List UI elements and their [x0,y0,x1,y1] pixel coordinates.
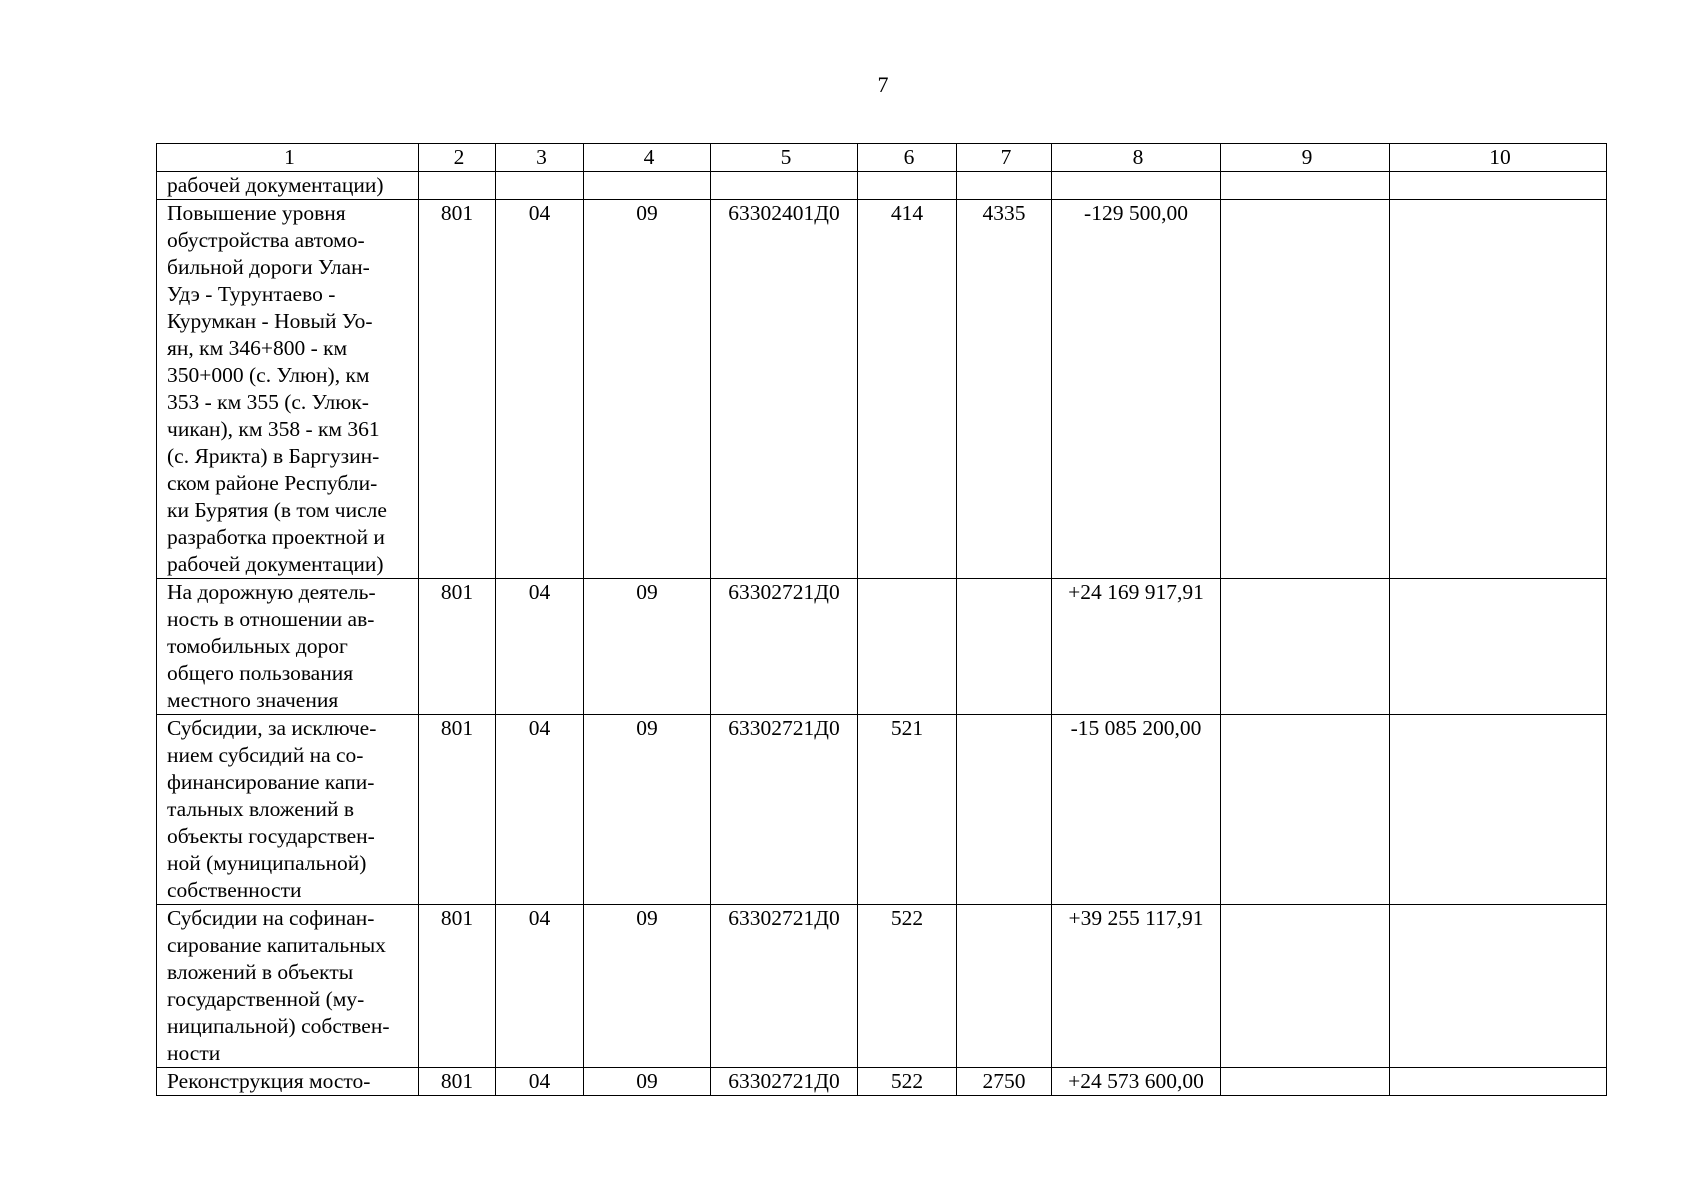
column-number-9: 9 [1221,144,1390,172]
column-number-5: 5 [711,144,858,172]
cell-amount: +24 169 917,91 [1052,579,1221,715]
cell-object-code: 4335 [957,200,1052,579]
row-description: На дорожную деятель- ность в отношении ав- томобильных дорог общего пользования местного значения [157,579,419,715]
cell-object-code [957,579,1052,715]
table-row [157,905,1607,1068]
cell-section: 04 [496,200,584,579]
table-row [157,1068,1607,1096]
cell-expense-type: 522 [858,1068,957,1096]
page-number: 7 [877,72,889,97]
cell-expense-type [858,579,957,715]
row-description: Субсидии на софинан- сирование капитальных вложений в объекты государственной (му- ниципальной) собствен- ности [157,905,419,1068]
column-number-10: 10 [1390,144,1607,172]
cell-object-code [957,715,1052,905]
cell-section: 04 [496,1068,584,1096]
cell-col-10 [1390,715,1607,905]
cell-col-9 [1221,172,1390,200]
cell-ministry-code: 801 [419,1068,496,1096]
cell-ministry-code: 801 [419,579,496,715]
cell-amount: +24 573 600,00 [1052,1068,1221,1096]
cell-target-article [711,172,858,200]
column-number-7: 7 [957,144,1052,172]
cell-target-article: 63302721Д0 [711,715,858,905]
cell-expense-type: 521 [858,715,957,905]
cell-subsection: 09 [584,579,711,715]
cell-col-9 [1221,715,1390,905]
table-row [157,172,1607,200]
cell-target-article: 63302721Д0 [711,579,858,715]
row-description: Повышение уровня обустройства автомо- бильной дороги Улан- Удэ - Турунтаево - Курумкан - Новый Уо- ян, км 346+800 - км 350+000 (с. Улюн), км 353 - км 355 (с. Улюк- чикан), км 358 - км 361 (с. Ярикта) в Баргузин- ском районе Республи- ки Бурятия (в том числе разработка проектной и рабочей документации) [157,200,419,579]
cell-amount: -129 500,00 [1052,200,1221,579]
cell-col-9 [1221,905,1390,1068]
cell-col-10 [1390,200,1607,579]
cell-ministry-code: 801 [419,905,496,1068]
cell-section [496,172,584,200]
table-header-row [157,144,1607,172]
cell-object-code: 2750 [957,1068,1052,1096]
cell-subsection: 09 [584,905,711,1068]
cell-col-10 [1390,172,1607,200]
cell-expense-type: 414 [858,200,957,579]
cell-expense-type: 522 [858,905,957,1068]
cell-object-code [957,905,1052,1068]
cell-target-article: 63302721Д0 [711,905,858,1068]
cell-amount: +39 255 117,91 [1052,905,1221,1068]
cell-col-10 [1390,579,1607,715]
cell-object-code [957,172,1052,200]
table-row [157,200,1607,579]
cell-ministry-code: 801 [419,200,496,579]
row-description: Субсидии, за исключе- нием субсидий на со- финансирование капи- тальных вложений в объекты государствен- ной (муниципальной) собственности [157,715,419,905]
row-description: Реконструкция мосто- [157,1068,419,1096]
column-number-6: 6 [858,144,957,172]
cell-amount [1052,172,1221,200]
cell-subsection [584,172,711,200]
cell-expense-type [858,172,957,200]
cell-subsection: 09 [584,715,711,905]
cell-col-9 [1221,579,1390,715]
cell-section: 04 [496,579,584,715]
column-number-2: 2 [419,144,496,172]
cell-col-10 [1390,1068,1607,1096]
cell-ministry-code [419,172,496,200]
column-number-3: 3 [496,144,584,172]
cell-col-9 [1221,200,1390,579]
column-number-4: 4 [584,144,711,172]
cell-section: 04 [496,715,584,905]
table-row [157,579,1607,715]
column-number-1: 1 [157,144,419,172]
cell-section: 04 [496,905,584,1068]
column-number-8: 8 [1052,144,1221,172]
cell-subsection: 09 [584,200,711,579]
cell-col-9 [1221,1068,1390,1096]
row-description: рабочей документации) [157,172,419,200]
cell-target-article: 63302401Д0 [711,200,858,579]
table-row [157,715,1607,905]
cell-col-10 [1390,905,1607,1068]
cell-amount: -15 085 200,00 [1052,715,1221,905]
cell-ministry-code: 801 [419,715,496,905]
budget-table [156,143,1607,1096]
cell-target-article: 63302721Д0 [711,1068,858,1096]
cell-subsection: 09 [584,1068,711,1096]
